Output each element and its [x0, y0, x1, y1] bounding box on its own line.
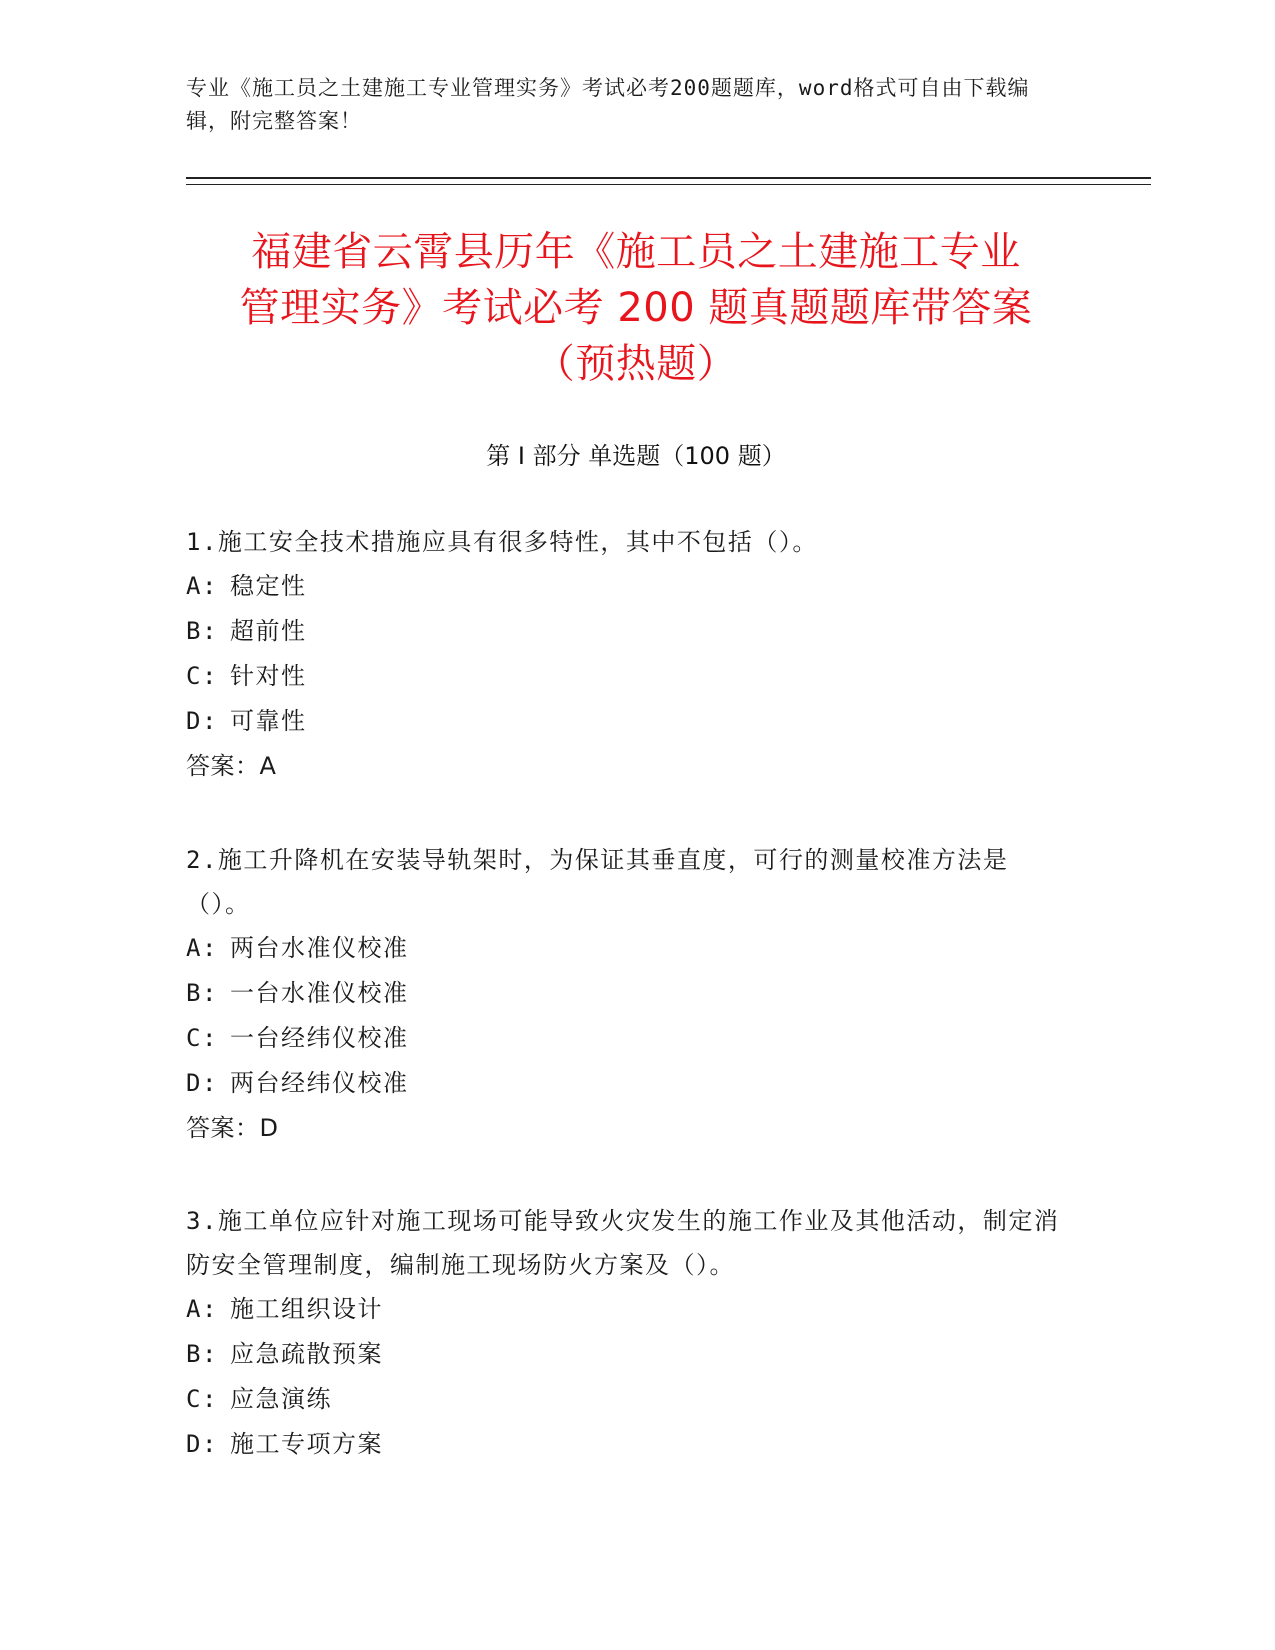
title-line-1: 福建省云霄县历年《施工员之土建施工专业 [251, 229, 1021, 275]
question-option-a [186, 1287, 1066, 1332]
document-header-note: 专业《施工员之土建施工专业管理实务》考试必考200题题库，word格式可自由下载编辑，附完整答案！ [186, 76, 1030, 133]
document-title [186, 224, 1086, 392]
option-letter: A: [186, 1295, 218, 1323]
option-text: 两台经纬仪校准 [230, 1069, 409, 1097]
question-2 [186, 838, 1066, 1151]
question-stem: 2.施工升降机在安装导轨架时，为保证其垂直度，可行的测量校准方法是（）。 [186, 846, 1009, 918]
question-option-b [186, 971, 1066, 1016]
option-text: 两台水准仪校准 [230, 934, 409, 962]
option-letter: D: [186, 707, 218, 735]
question-3 [186, 1199, 1066, 1467]
question-option-b [186, 1332, 1066, 1377]
option-letter: C: [186, 1385, 218, 1413]
option-letter: D: [186, 1069, 218, 1097]
question-option-c [186, 1016, 1066, 1061]
question-option-a [186, 926, 1066, 971]
question-option-a [186, 564, 1066, 609]
option-text: 一台水准仪校准 [230, 979, 409, 1007]
question-option-d [186, 699, 1066, 744]
header-rule-thin [186, 184, 1151, 185]
option-letter: B: [186, 1340, 218, 1368]
title-line-3: （预热题） [534, 341, 738, 387]
question-answer: 答案：D [186, 1114, 279, 1142]
question-option-b [186, 609, 1066, 654]
option-letter: A: [186, 572, 218, 600]
option-letter: A: [186, 934, 218, 962]
question-1 [186, 520, 1066, 789]
option-letter: B: [186, 979, 218, 1007]
option-text: 可靠性 [230, 707, 307, 735]
option-letter: B: [186, 617, 218, 645]
option-text: 一台经纬仪校准 [230, 1024, 409, 1052]
option-text: 施工组织设计 [230, 1295, 383, 1323]
title-line-2: 管理实务》考试必考 200 题真题题库带答案 [239, 285, 1033, 331]
section-heading: 第 I 部分 单选题（100 题） [486, 442, 786, 470]
option-letter: D: [186, 1430, 218, 1458]
option-text: 应急演练 [230, 1385, 332, 1413]
option-text: 应急疏散预案 [230, 1340, 383, 1368]
option-letter: C: [186, 1024, 218, 1052]
option-text: 稳定性 [230, 572, 307, 600]
option-text: 施工专项方案 [230, 1430, 383, 1458]
question-stem: 3.施工单位应针对施工现场可能导致火灾发生的施工作业及其他活动，制定消防安全管理制度，编制施工现场防火方案及（）。 [186, 1207, 1060, 1279]
question-option-c [186, 654, 1066, 699]
question-stem: 1.施工安全技术措施应具有很多特性，其中不包括（）。 [186, 528, 818, 556]
option-letter: C: [186, 662, 218, 690]
question-option-c [186, 1377, 1066, 1422]
option-text: 超前性 [230, 617, 307, 645]
option-text: 针对性 [230, 662, 307, 690]
header-rule-thick [186, 177, 1151, 179]
question-answer: 答案：A [186, 752, 277, 780]
question-option-d [186, 1061, 1066, 1106]
question-option-d [186, 1422, 1066, 1467]
